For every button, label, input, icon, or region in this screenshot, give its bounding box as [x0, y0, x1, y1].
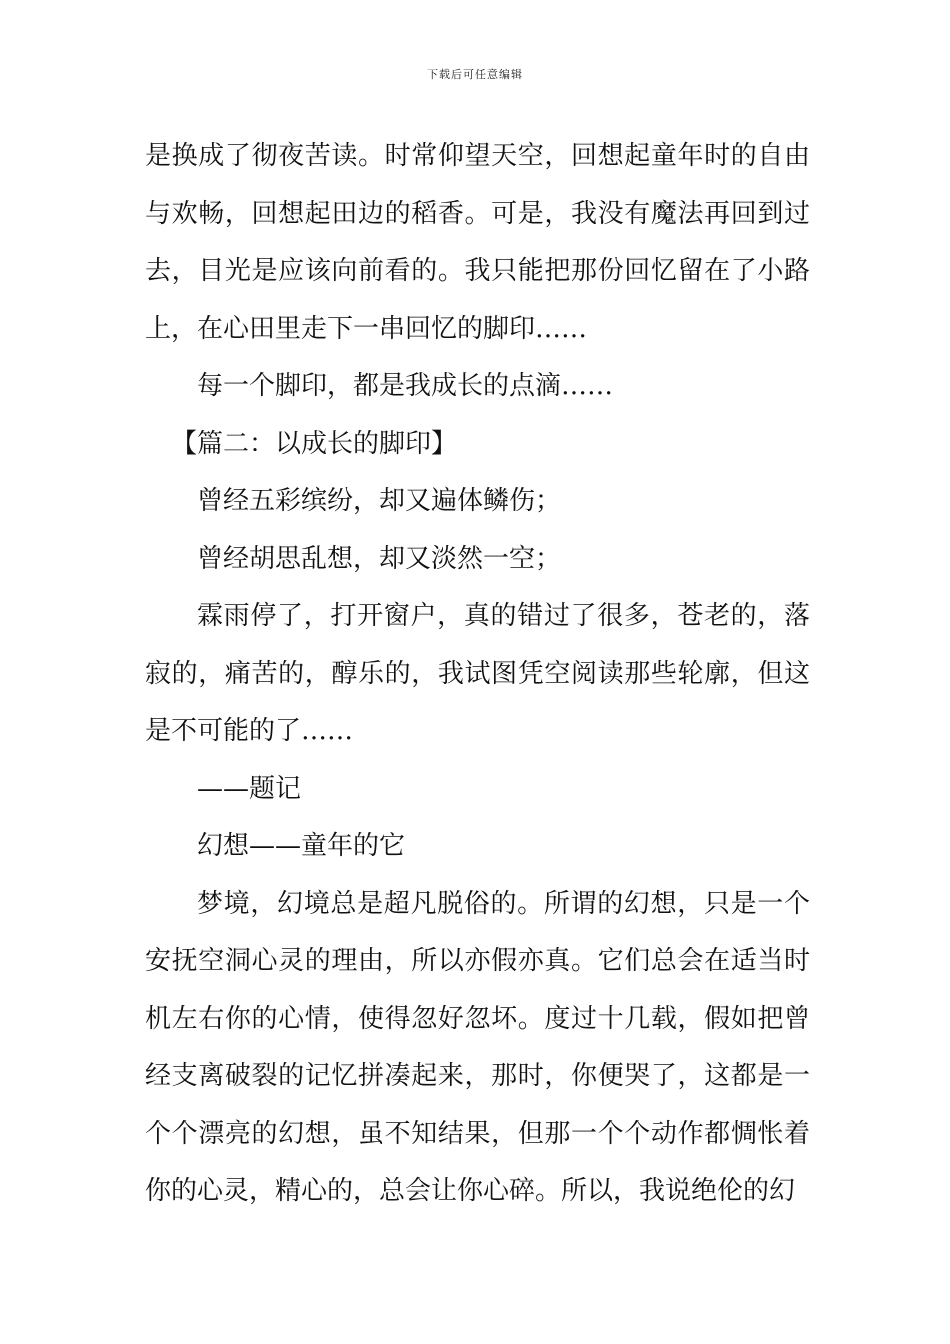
document-body — [145, 128, 810, 1221]
section-heading: 【篇二：以成长的脚印】 — [171, 428, 458, 459]
paragraph-epigraph-attribution: ——题记 — [197, 773, 302, 804]
paragraph-epigraph-line-2: 曾经胡思乱想，却又淡然一空； — [197, 543, 562, 574]
subsection-title: 幻想——童年的它 — [197, 831, 406, 861]
header-note: 下载后可任意编辑 — [427, 68, 523, 81]
paragraph-epigraph-body: 霖雨停了，打开窗户，真的错过了很多，苍老的，落寂的，痛苦的，醇乐的，我试图凭空阅读那些轮廓，但这是不可能的了…… — [145, 601, 810, 746]
paragraph-fantasy: 梦境，幻境总是超凡脱俗的。所谓的幻想，只是一个安抚空洞心灵的理由，所以亦假亦真。它们总会在适当时机左右你的心情，使得忽好忽坏。度过十几载，假如把曾经支离破裂的记忆拼凑起来，那时，你便哭了，这都是一个个漂亮的幻想，虽不知结果，但那一个个动作都惆怅着你的心灵，精心的，总会让你心碎。所以，我说绝伦的幻 — [145, 888, 810, 1206]
paragraph-footprint-summary: 每一个脚印，都是我成长的点滴…… — [197, 371, 614, 401]
paragraph-epigraph-line-1: 曾经五彩缤纷，却又遍体鳞伤； — [197, 486, 562, 516]
paragraph-continuation: 是换成了彻夜苦读。时常仰望天空，回想起童年时的自由与欢畅，回想起田边的稻香。可是，我没有魔法再回到过去，目光是应该向前看的。我只能把那份回忆留在了小路上，在心田里走下一串回忆的脚印…… — [145, 141, 810, 344]
